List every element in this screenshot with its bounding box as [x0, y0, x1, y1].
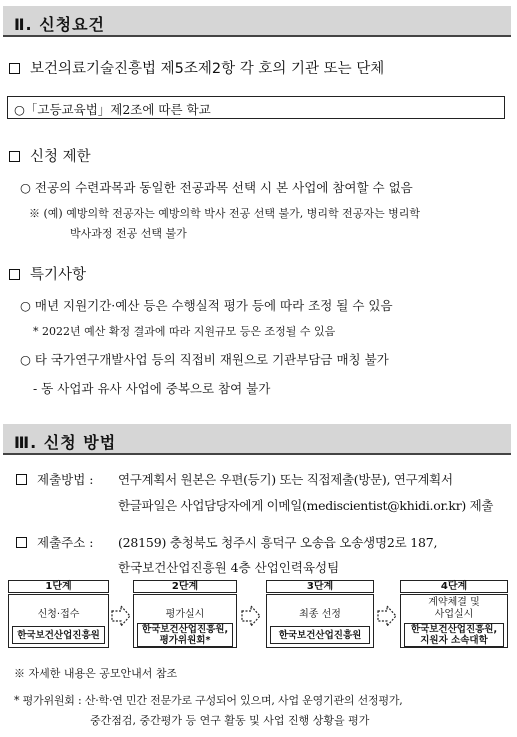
eligibility-item: ○「고등교육법」제2조에 따른 학교 [14, 102, 211, 117]
checkbox-square-icon [9, 269, 20, 280]
footnote-committee-line1: * 평가위원회 : 산·학·연 민간 전문가로 구성되어 있으며, 사업 운영기관의 선정평가, [14, 694, 403, 707]
restriction-heading-text: 신청 제한 [30, 149, 91, 165]
step-2-label: 2단계 [133, 580, 237, 593]
special-heading-text: 특기사항 [30, 267, 87, 283]
checkbox-square-icon [16, 474, 27, 485]
special-heading [9, 263, 86, 284]
eligibility-heading-text: 보건의료기술진흥법 제5조제2항 각 호의 기관 또는 단체 [30, 61, 385, 77]
restriction-bullet: ○ 전공의 수련과목과 동일한 전공과목 선택 시 본 사업에 참여할 수 없음 [20, 180, 413, 195]
section-2-header [3, 6, 511, 37]
checkbox-square-icon [9, 151, 20, 162]
step-4-label: 4단계 [400, 580, 508, 593]
restriction-heading [9, 145, 91, 166]
special-note: * 2022년 예산 확정 결과에 따라 지원규모 등은 조정될 수 있음 [33, 325, 336, 338]
step-1-label: 1단계 [8, 580, 109, 593]
checkbox-square-icon [16, 537, 27, 548]
step-2-box [133, 594, 237, 648]
step-4-action-line-2: 사업실시 [434, 609, 474, 620]
checkbox-square-icon [9, 63, 20, 74]
special-bullet-1: ○ 매년 지원기간·예산 등은 수행실적 평가 등에 따라 조정 될 수 있음 [20, 298, 393, 313]
step-1-box [8, 594, 109, 648]
eligibility-condition-box [7, 96, 505, 119]
submission-line1: 연구계획서 원본은 우편(등기) 또는 직접제출(방문), 연구계획서 [118, 472, 453, 487]
step-3-label: 3단계 [266, 580, 374, 593]
footnote-reference: ※ 자세한 내용은 공모안내서 참조 [14, 667, 178, 680]
restriction-note-line1: ※ (예) 예방의학 전공자는 예방의학 박사 전공 선택 불가, 병리학 전공자는 병리학 [29, 207, 420, 220]
step-4-box [400, 594, 508, 648]
step-4-org-line-2: 지원자 소속대학 [420, 635, 488, 646]
step-3-org [270, 626, 370, 644]
address-line1: (28159) 충청북도 청주시 흥덕구 오송읍 오송생명2로 187, [118, 535, 438, 550]
footnote-committee-line2: 중간점검, 중간평가 등 연구 활동 및 사업 진행 상황을 평가 [90, 714, 370, 727]
arrow-right-icon [377, 605, 397, 627]
arrow-right-icon [241, 605, 261, 627]
submission-address [16, 533, 94, 551]
step-2-org-line-2: 평가위원회* [159, 635, 211, 646]
step-1-action: 신청·접수 [37, 609, 80, 620]
arrow-right-icon [111, 605, 131, 627]
step-2-org [137, 623, 233, 647]
submission-label: 제출방법 : [37, 472, 94, 487]
special-bullet-2: ○ 타 국가연구개발사업 등의 직접비 재원으로 기관부담금 매칭 불가 [20, 352, 389, 367]
step-2-org-line-1: 한국보건산업진흥원, [141, 624, 229, 635]
section-2-title: Ⅱ. 신청요건 [14, 15, 106, 34]
section-3-header [3, 424, 511, 455]
step-2-action: 평가실시 [165, 609, 205, 620]
section-3-title: Ⅲ. 신청 방법 [14, 433, 117, 452]
special-dash: - 동 사업과 유사 사업에 중복으로 참여 불가 [33, 381, 271, 396]
step-3-org-line: 한국보건산업진흥원 [278, 629, 362, 641]
step-3-action: 최종 선정 [299, 609, 341, 620]
step-4-org-line-1: 한국보건산업진흥원, [410, 624, 498, 635]
step-4-org [404, 623, 504, 647]
step-1-org-line: 한국보건산업진흥원 [17, 629, 100, 641]
step-4-action-line-1: 계약체결 및 [428, 597, 480, 608]
submission-line2: 한글파일은 사업담당자에게 이메일(mediscientist@khidi.or.kr) 제출 [118, 498, 494, 513]
address-line2: 한국보건산업진흥원 4층 산업인력육성팀 [118, 560, 340, 575]
eligibility-heading [9, 57, 384, 78]
step-4-action [401, 597, 507, 621]
address-label: 제출주소 : [37, 535, 94, 550]
step-1-org [12, 626, 105, 644]
restriction-note-line2: 박사과정 전공 선택 불가 [70, 227, 187, 240]
step-3-box [266, 594, 374, 648]
submission-method [16, 470, 94, 488]
